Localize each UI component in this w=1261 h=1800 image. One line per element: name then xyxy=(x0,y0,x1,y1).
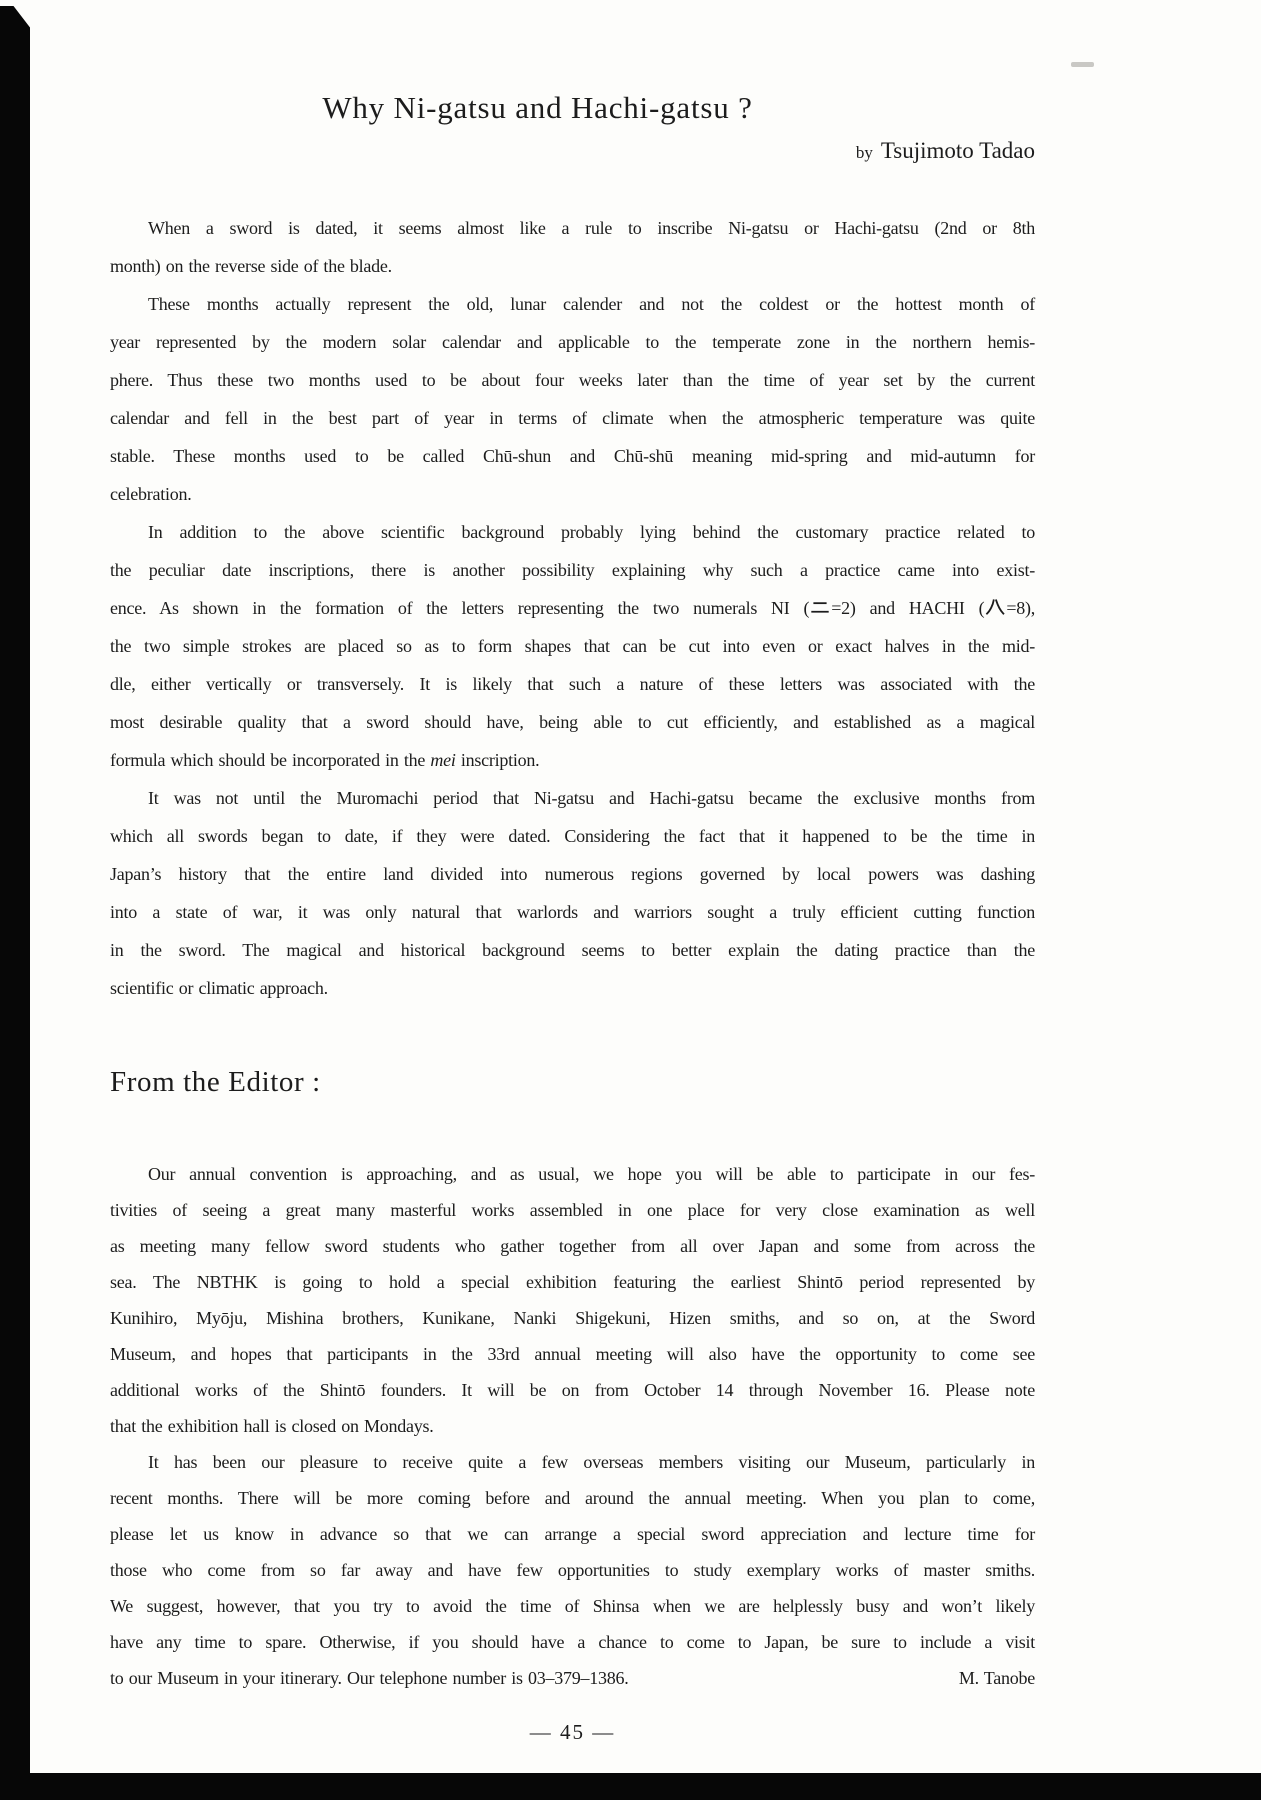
text-line: It was not until the Muromachi period that Ni-gatsu and Hachi-gatsu became the exclusive months from xyxy=(148,788,1035,808)
text-line: When a sword is dated, it seems almost like a rule to inscribe Ni-gatsu or Hachi-gatsu (2nd or 8th xyxy=(148,218,1035,238)
text-line: have any time to spare. Otherwise, if you should have a chance to come to Japan, be sure to include a visit xyxy=(110,1632,1035,1652)
kanji-hachi-icon xyxy=(984,597,1006,616)
text-line: We suggest, however, that you try to avoid the time of Shinsa when we are helplessly busy and won’t likely xyxy=(110,1596,1035,1616)
text-line: additional works of the Shintō founders. It will be on from October 14 through November 16. Please note xyxy=(110,1380,1035,1400)
editor-body xyxy=(110,1156,1035,1696)
text-line: Japan’s history that the entire land divided into numerous regions governed by local powers was dashing xyxy=(110,864,1035,884)
scan-artifact-dash xyxy=(1071,62,1094,67)
text-line: tivities of seeing a great many masterful works assembled in one place for very close examination as well xyxy=(110,1200,1035,1220)
scan-border-bottom xyxy=(0,1773,1261,1800)
text-line: Our annual convention is approaching, and as usual, we hope you will be able to participate in our fes- xyxy=(148,1164,1035,1184)
text-line: In addition to the above scientific background probably lying behind the customary practice related to xyxy=(148,522,1035,542)
scan-border-left xyxy=(0,6,30,1800)
text-line: those who come from so far away and have few opportunities to study exemplary works of master smiths. xyxy=(110,1560,1035,1580)
text-line: which all swords began to date, if they were dated. Considering the fact that it happened to be the time in xyxy=(110,826,1035,846)
editor-signature: M. Tanobe xyxy=(958,1668,1035,1688)
byline-author: Tsujimoto Tadao xyxy=(880,138,1035,163)
text-line: phere. Thus these two months used to be about four weeks later than the time of year set by the current xyxy=(110,370,1035,390)
text-line: month) on the reverse side of the blade. xyxy=(110,256,392,276)
text-line: as meeting many fellow sword students who gather together from all over Japan and some from across the xyxy=(110,1236,1035,1256)
kanji-ni-icon xyxy=(809,597,831,616)
text-line: These months actually represent the old, lunar calender and not the coldest or the hottest month of xyxy=(148,294,1035,314)
text-line: to our Museum in your itinerary. Our telephone number is 03–379–1386. M. Tanobe xyxy=(110,1660,1035,1696)
text-line: calendar and fell in the best part of year in terms of climate when the atmospheric temperature was quite xyxy=(110,408,1035,428)
text-line: the peculiar date inscriptions, there is another possibility explaining why such a practice came into exist- xyxy=(110,560,1035,580)
text-line: formula which should be incorporated in the mei inscription. xyxy=(110,750,540,770)
text-line: stable. These months used to be called Chū-shun and Chū-shū meaning mid-spring and mid-autumn for xyxy=(110,446,1035,466)
text-line: please let us know in advance so that we can arrange a special sword appreciation and lecture time for xyxy=(110,1524,1035,1544)
text-line: dle, either vertically or transversely. It is likely that such a nature of these letters was associated with the xyxy=(110,674,1035,694)
text-line: the two simple strokes are placed so as to form shapes that can be cut into even or exact halves in the mid- xyxy=(110,636,1035,656)
article-body xyxy=(110,209,1035,1007)
text-line: ence. As shown in the formation of the letters representing the two numerals NI ( =2) and HACHI ( =8), xyxy=(110,598,1035,618)
text-line: It has been our pleasure to receive quite a few overseas members visiting our Museum, particularly in xyxy=(148,1452,1035,1472)
text-line: in the sword. The magical and historical background seems to better explain the dating practice than the xyxy=(110,940,1035,960)
text-line: Kunihiro, Myōju, Mishina brothers, Kunikane, Nanki Shigekuni, Hizen smiths, and so on, at the Sword xyxy=(110,1308,1035,1328)
article-title: Why Ni-gatsu and Hachi-gatsu ? xyxy=(322,90,753,125)
article-byline xyxy=(110,138,1035,164)
text-line: scientific or climatic approach. xyxy=(110,978,328,998)
text-line: into a state of war, it was only natural that warlords and warriors sought a truly efficient cutting function xyxy=(110,902,1035,922)
text-line: year represented by the modern solar calendar and applicable to the temperate zone in the northern hemis- xyxy=(110,332,1035,352)
byline-prefix: by xyxy=(855,143,873,162)
text-line: recent months. There will be more coming before and around the annual meeting. When you plan to come, xyxy=(110,1488,1035,1508)
text-line: celebration. xyxy=(110,484,192,504)
editor-heading: From the Editor : xyxy=(110,1066,321,1098)
text-line: most desirable quality that a sword should have, being able to cut efficiently, and established as a magical xyxy=(110,712,1035,732)
text-line: sea. The NBTHK is going to hold a special exhibition featuring the earliest Shintō period represented by xyxy=(110,1272,1035,1292)
text-line: Museum, and hopes that participants in the 33rd annual meeting will also have the opportunity to come see xyxy=(110,1344,1035,1364)
text-line: that the exhibition hall is closed on Mondays. xyxy=(110,1416,434,1436)
page-number: — 45 — xyxy=(529,1720,616,1744)
